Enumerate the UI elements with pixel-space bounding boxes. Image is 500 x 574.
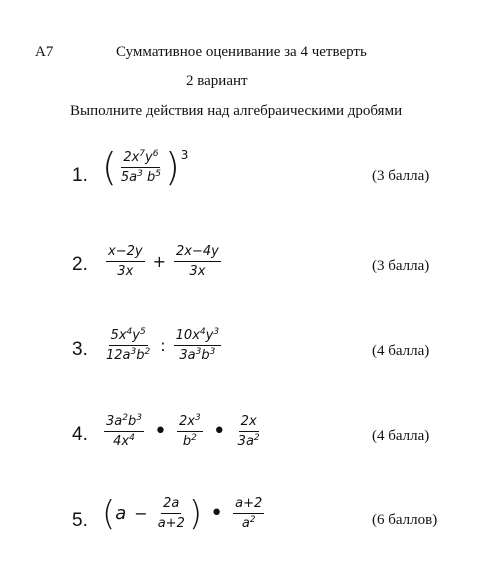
task-5-number: 5.	[72, 510, 88, 531]
task-4-score: (4 балла)	[372, 428, 430, 444]
task-1-number: 1.	[72, 165, 88, 186]
task-5-expression: ( a − $\frac{2a}{a+2}$ ) • $\frac{a+2}{a^2}$	[102, 493, 263, 534]
sheet-title: Суммативное оценивание за 4 четверть	[116, 44, 367, 60]
task-4-expression: $\frac{3a^2b^3}{4x^4}$ • $\frac{2x^3}{b^2}$ • $\frac{2x}{3a^2}$	[106, 413, 260, 449]
task-3-score: (4 балла)	[372, 343, 430, 359]
variant-label: 2 вариант	[186, 73, 248, 89]
task-3-number: 3.	[72, 339, 88, 360]
task-1-expression: ( $\frac{2x^7y^6}{5a^3 b^5}$ ) 3	[102, 145, 189, 189]
task-3-expression: $\frac{5x^4y^5}{12a^3b^2}$ : $\frac{10x^4y^3}{3a^3b^3}$	[106, 327, 220, 363]
sheet-code: А7	[35, 44, 54, 60]
task-4-number: 4.	[72, 424, 88, 445]
task-2-number: 2.	[72, 254, 88, 275]
task-2-expression: $\frac{x-2y}{3x}$ + $\frac{2x-4y}{3x}$	[108, 244, 219, 279]
task-2-score: (3 балла)	[372, 258, 430, 274]
task-5-score: (6 баллов)	[372, 512, 438, 528]
task-1-score: (3 балла)	[372, 168, 430, 184]
instruction-text: Выполните действия над алгебраическими дробями	[70, 103, 403, 119]
